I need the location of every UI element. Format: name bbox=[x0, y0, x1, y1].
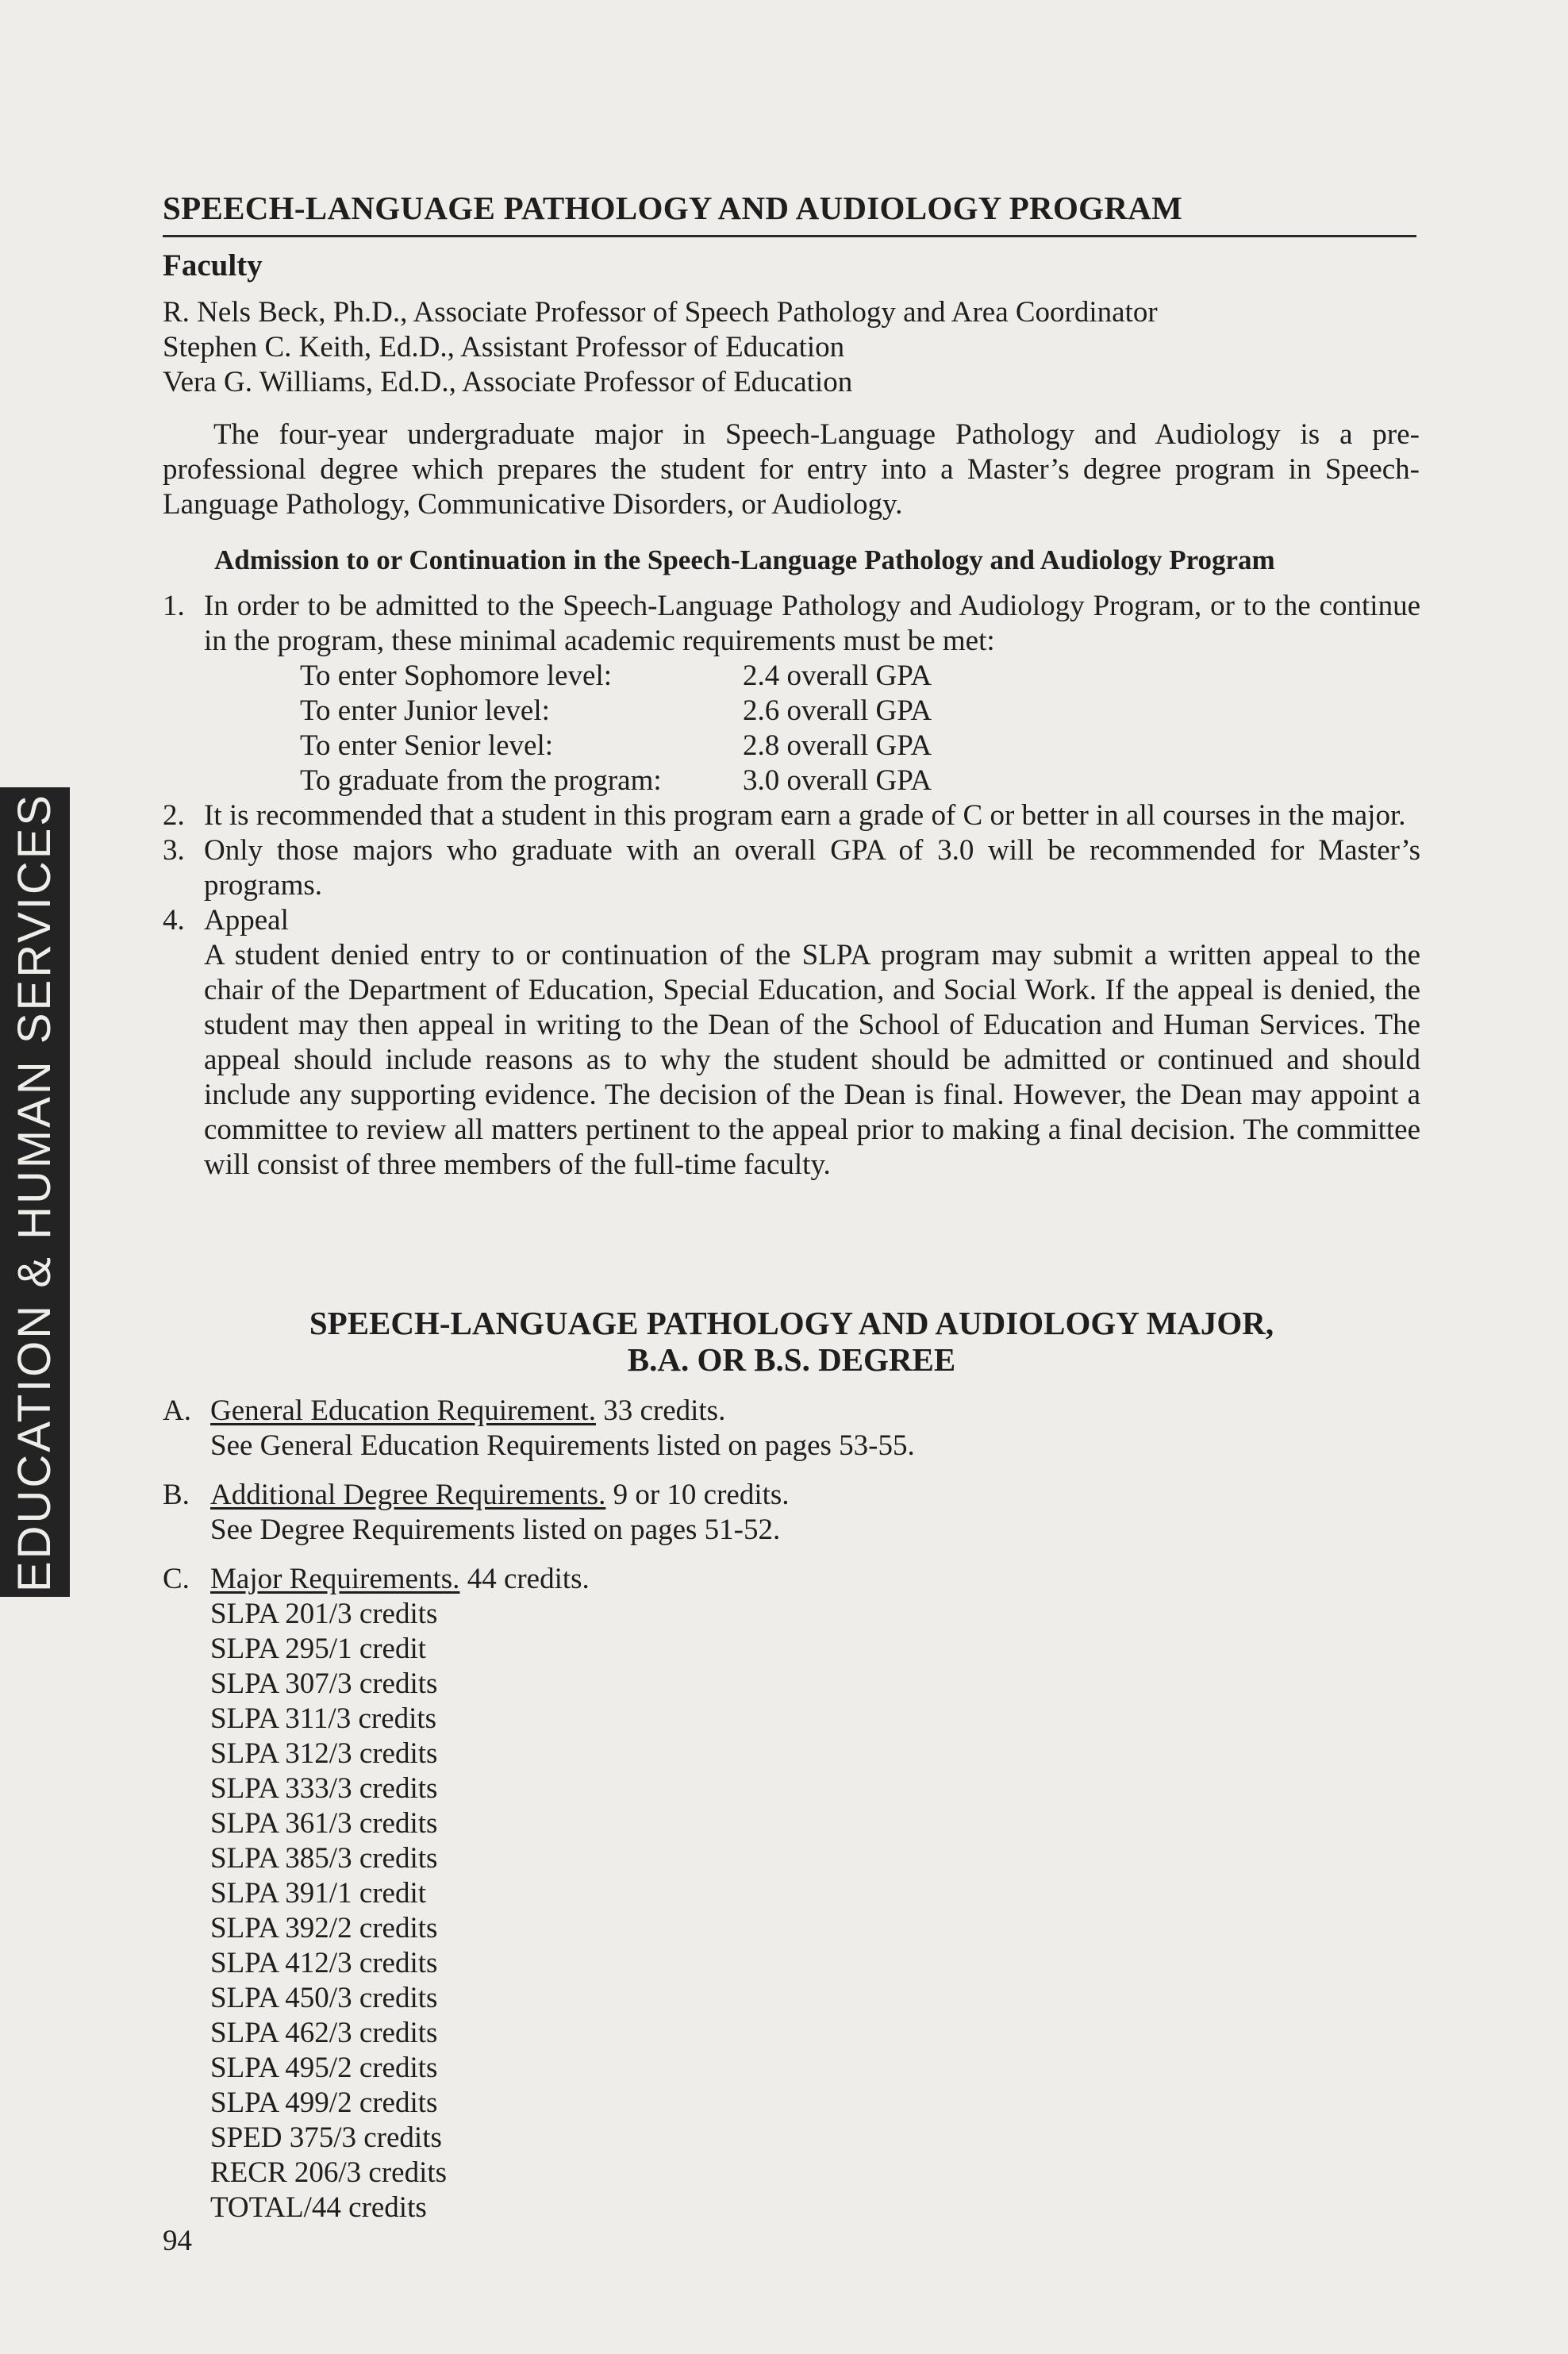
major-title bbox=[163, 1305, 1420, 1378]
faculty-member: Stephen C. Keith, Ed.D., Assistant Professor of Education bbox=[163, 331, 845, 363]
requirement-note: See General Education Requirements listed on pages 53-55. bbox=[210, 1429, 915, 1462]
course-item: SLPA 361/3 credits bbox=[210, 1807, 438, 1840]
requirement-title: General Education Requirement. bbox=[210, 1394, 596, 1427]
requirement-letter: B. bbox=[163, 1479, 190, 1511]
intro-paragraph: The four-year undergraduate major in Speech-Language Pathology and Audiology is a pre-professional degree which prepares the student for entry into a Master’s degree program in Speech-Language Pathology, Communicative Disorders, or Audiology. bbox=[163, 418, 1420, 521]
item-text: Only those majors who graduate with an overall GPA of 3.0 will be recommended for Master’s programs. bbox=[204, 834, 1420, 902]
requirement-credits: 44 credits. bbox=[467, 1563, 590, 1595]
gpa-value: 2.4 overall GPA bbox=[743, 660, 932, 692]
list-item bbox=[163, 589, 1420, 659]
list-item bbox=[163, 833, 1420, 903]
item-number: 1. bbox=[163, 590, 185, 622]
major-title-line-1: SPEECH-LANGUAGE PATHOLOGY AND AUDIOLOGY MAJOR, bbox=[309, 1305, 1274, 1341]
list-item bbox=[163, 798, 1420, 833]
gpa-row bbox=[300, 729, 1420, 764]
course-item: SLPA 201/3 credits bbox=[210, 1598, 438, 1630]
requirement-credits: 33 credits. bbox=[603, 1394, 726, 1427]
course-item: SLPA 385/3 credits bbox=[210, 1842, 438, 1875]
faculty-member: Vera G. Williams, Ed.D., Associate Professor of Education bbox=[163, 366, 853, 398]
faculty-member: R. Nels Beck, Ph.D., Associate Professor of Speech Pathology and Area Coordinator bbox=[163, 296, 1158, 329]
requirement-c bbox=[163, 1562, 1420, 2225]
item-number: 3. bbox=[163, 834, 185, 867]
course-total: TOTAL/44 credits bbox=[210, 2191, 427, 2224]
course-item: SLPA 391/1 credit bbox=[210, 1877, 427, 1910]
requirement-letter: C. bbox=[163, 1563, 190, 1595]
page-number: 94 bbox=[163, 2225, 192, 2257]
appeal-text: A student denied entry to or continuation of the SLPA program may submit a written appeal to the chair of the Department of Education, Special Education, and Social Work. If the appeal is denied, the student may then appeal in writing to the Dean of the School of Education and Human Services. The appeal should include reasons as to why the student should be admitted or continued and should include any supporting evidence. The decision of the Dean is final. However, the Dean may appoint a committee to review all matters pertinent to the appeal prior to making a final decision. The committee will consist of three members of the full-time faculty. bbox=[204, 939, 1420, 1181]
requirement-note: See Degree Requirements listed on pages 51-52. bbox=[210, 1514, 781, 1546]
course-item: SLPA 495/2 credits bbox=[210, 2052, 438, 2084]
course-item: RECR 206/3 credits bbox=[210, 2156, 448, 2189]
course-item: SLPA 311/3 credits bbox=[210, 1702, 437, 1735]
appeal-title: Appeal bbox=[204, 904, 289, 937]
course-item: SLPA 462/3 credits bbox=[210, 2017, 438, 2049]
requirement-a bbox=[163, 1394, 1420, 1464]
gpa-label: To enter Senior level: bbox=[300, 729, 553, 762]
side-tab-label: EDUCATION & HUMAN SERVICES bbox=[9, 792, 61, 1592]
gpa-row bbox=[300, 694, 1420, 729]
course-item: SLPA 392/2 credits bbox=[210, 1912, 438, 1944]
course-item: SLPA 450/3 credits bbox=[210, 1982, 438, 2014]
gpa-value: 2.6 overall GPA bbox=[743, 694, 932, 727]
item-text: In order to be admitted to the Speech-Language Pathology and Audiology Program, or to the continue in the program, these minimal academic requirements must be met: bbox=[204, 590, 1420, 657]
gpa-value: 3.0 overall GPA bbox=[743, 764, 932, 797]
item-number: 4. bbox=[163, 904, 185, 937]
requirement-credits: 9 or 10 credits. bbox=[613, 1479, 790, 1511]
item-number: 2. bbox=[163, 799, 185, 832]
gpa-row bbox=[300, 659, 1420, 694]
section-side-tab bbox=[0, 787, 70, 1597]
requirement-title: Additional Degree Requirements. bbox=[210, 1479, 606, 1511]
course-item: SLPA 499/2 credits bbox=[210, 2087, 438, 2119]
requirement-title: Major Requirements. bbox=[210, 1563, 460, 1595]
admission-list bbox=[163, 589, 1420, 1183]
course-item: SLPA 295/1 credit bbox=[210, 1633, 427, 1665]
major-title-line-2: B.A. OR B.S. DEGREE bbox=[627, 1341, 956, 1378]
admission-heading: Admission to or Continuation in the Speech-Language Pathology and Audiology Program bbox=[214, 544, 1275, 575]
faculty-list bbox=[163, 295, 1158, 400]
gpa-label: To enter Junior level: bbox=[300, 694, 550, 727]
course-item: SLPA 412/3 credits bbox=[210, 1947, 438, 1979]
gpa-value: 2.8 overall GPA bbox=[743, 729, 932, 762]
course-item: SLPA 312/3 credits bbox=[210, 1737, 438, 1770]
faculty-heading: Faculty bbox=[163, 248, 263, 283]
course-item: SLPA 307/3 credits bbox=[210, 1667, 438, 1700]
list-item bbox=[163, 903, 1420, 1183]
course-item: SPED 375/3 credits bbox=[210, 2121, 442, 2154]
appeal-block bbox=[204, 903, 1420, 1183]
item-text: It is recommended that a student in this program earn a grade of C or better in all courses in the major. bbox=[204, 799, 1406, 832]
requirement-letter: A. bbox=[163, 1394, 191, 1427]
course-item: SLPA 333/3 credits bbox=[210, 1772, 438, 1805]
gpa-row bbox=[300, 764, 1420, 798]
gpa-table bbox=[300, 659, 1420, 798]
gpa-label: To graduate from the program: bbox=[300, 764, 662, 797]
requirements-list bbox=[163, 1394, 1420, 2240]
requirement-b bbox=[163, 1478, 1420, 1548]
gpa-label: To enter Sophomore level: bbox=[300, 660, 612, 692]
course-list bbox=[210, 1597, 590, 2225]
page-title: SPEECH-LANGUAGE PATHOLOGY AND AUDIOLOGY PROGRAM bbox=[163, 189, 1416, 237]
